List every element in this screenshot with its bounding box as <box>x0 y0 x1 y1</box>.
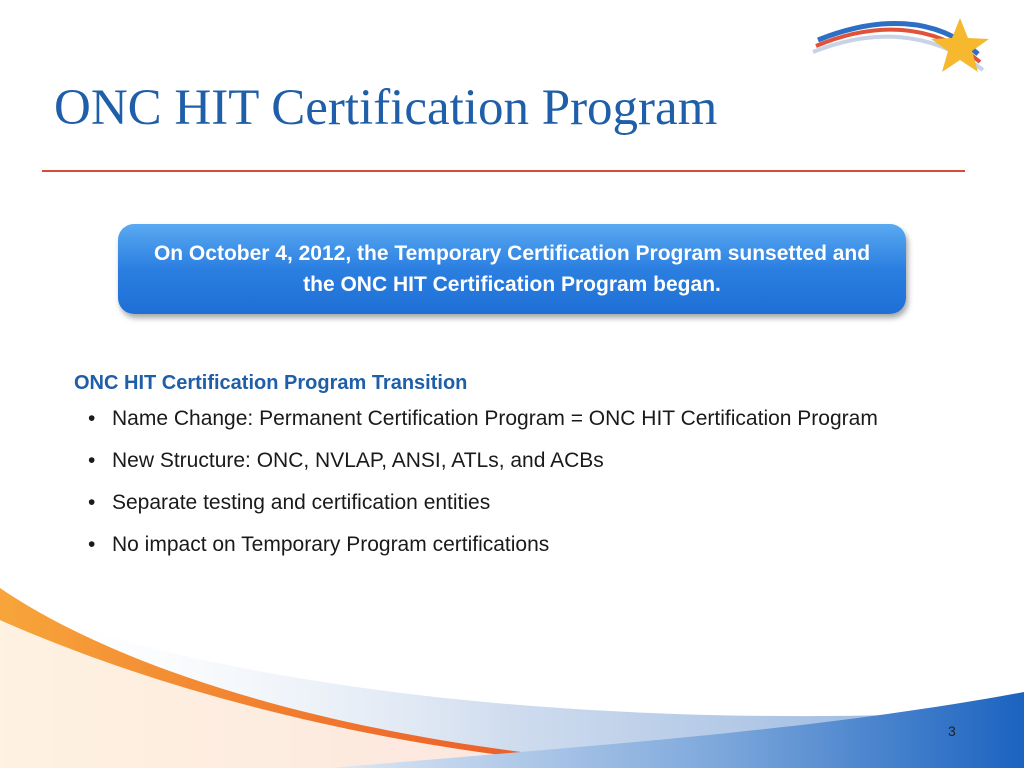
footer-swoosh-graphic <box>0 560 1024 768</box>
page-number: 3 <box>948 723 956 739</box>
bullet-text: New Structure: ONC, NVLAP, ANSI, ATLs, and ACBs <box>112 449 604 472</box>
callout-text: On October 4, 2012, the Temporary Certification Program sunsetted and the ONC HIT Certification Program began. <box>153 242 871 296</box>
bullet-list <box>88 404 968 572</box>
section-heading: ONC HIT Certification Program Transition <box>74 372 468 394</box>
bullet-icon: • <box>88 533 96 556</box>
slide-title: ONC HIT Certification Program <box>54 80 718 136</box>
bullet-item <box>88 488 968 518</box>
bullet-icon: • <box>88 449 96 472</box>
bullet-text: No impact on Temporary Program certifications <box>112 533 550 556</box>
bullet-text: Name Change: Permanent Certification Program = ONC HIT Certification Program <box>112 407 878 430</box>
bullet-item <box>88 530 968 560</box>
bullet-icon: • <box>88 491 96 514</box>
bullet-item <box>88 446 968 476</box>
title-divider <box>42 170 965 172</box>
bullet-icon: • <box>88 407 96 430</box>
bullet-item <box>88 404 968 434</box>
callout-box <box>118 224 906 314</box>
bullet-text: Separate testing and certification entities <box>112 491 491 514</box>
star-swoosh-logo-icon <box>808 10 1008 110</box>
